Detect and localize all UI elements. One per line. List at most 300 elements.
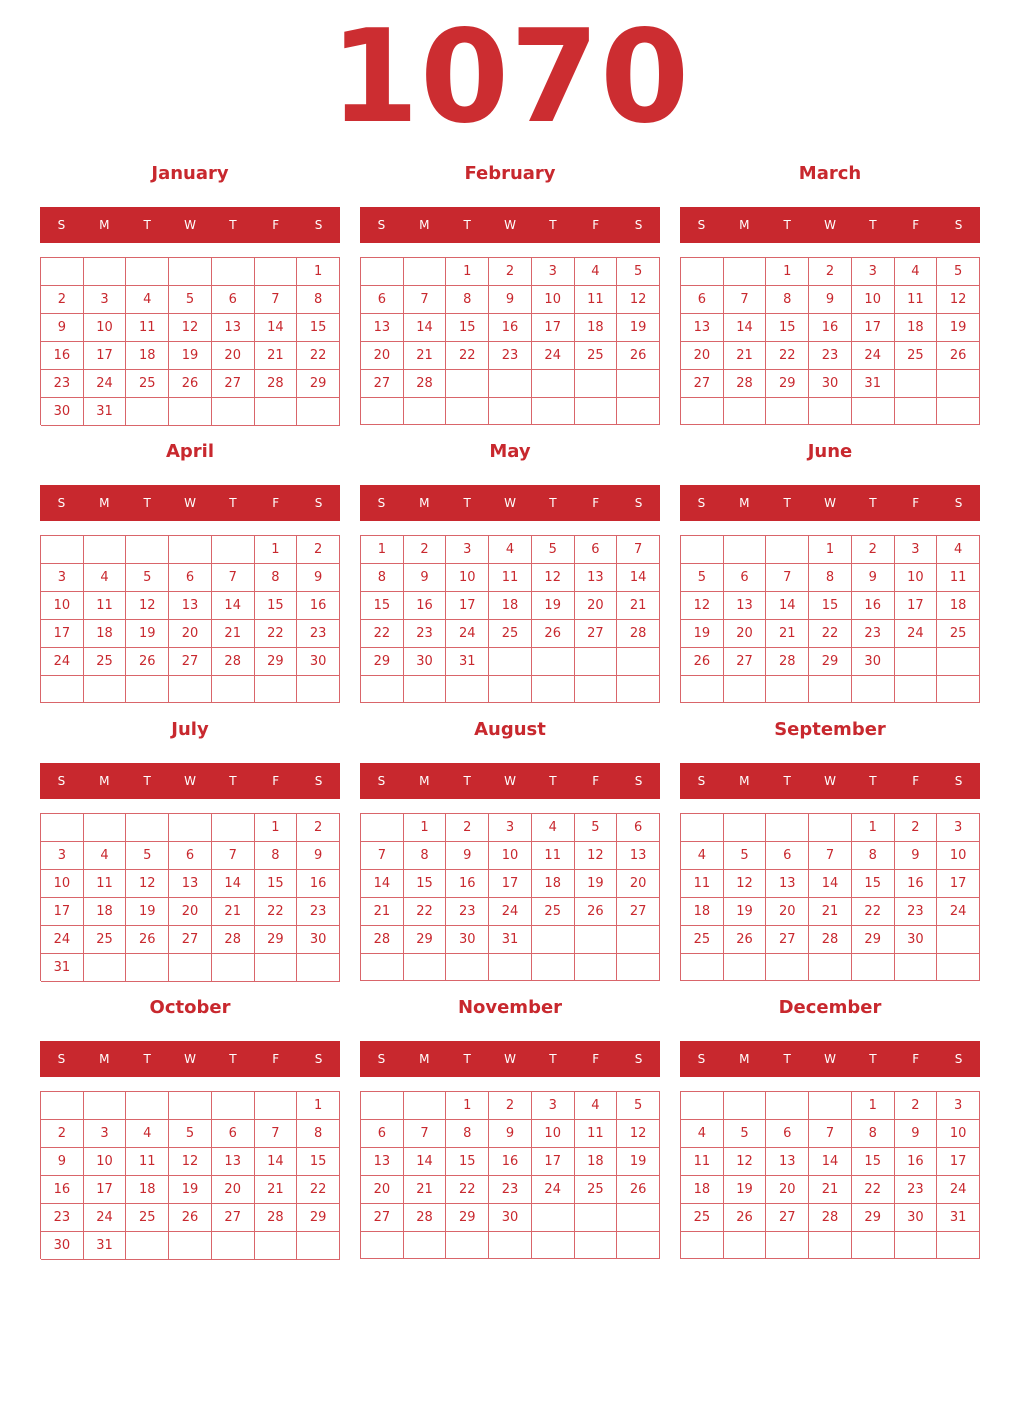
- day-cell: 16: [489, 314, 532, 342]
- day-cell: 4: [532, 814, 575, 842]
- weekday-label: F: [592, 774, 600, 788]
- empty-day-cell: [895, 370, 938, 398]
- day-cell: 20: [766, 1176, 809, 1204]
- day-cell: 26: [937, 342, 980, 370]
- weekday-label: W: [824, 496, 836, 510]
- day-cell: 26: [126, 648, 169, 676]
- day-cell: 15: [852, 870, 895, 898]
- empty-day-cell: [489, 648, 532, 676]
- day-cell: 7: [809, 842, 852, 870]
- day-cell: 3: [532, 1092, 575, 1120]
- weekday-label: T: [143, 496, 151, 510]
- day-cell: 19: [937, 314, 980, 342]
- day-cell: 10: [41, 870, 84, 898]
- day-cell: 30: [297, 926, 340, 954]
- empty-day-cell: [404, 954, 447, 981]
- day-grid: [680, 813, 980, 981]
- empty-day-cell: [84, 258, 127, 286]
- empty-day-cell: [895, 1232, 938, 1259]
- day-cell: 5: [169, 286, 212, 314]
- day-cell: 11: [937, 564, 980, 592]
- empty-day-cell: [212, 258, 255, 286]
- empty-day-cell: [212, 1232, 255, 1260]
- day-cell: 6: [212, 286, 255, 314]
- empty-day-cell: [446, 676, 489, 703]
- empty-day-cell: [489, 398, 532, 425]
- empty-day-cell: [766, 536, 809, 564]
- weekday-header: [40, 763, 340, 799]
- day-cell: 14: [809, 870, 852, 898]
- empty-day-cell: [361, 676, 404, 703]
- weekday-label: T: [463, 1052, 471, 1066]
- day-cell: 25: [126, 370, 169, 398]
- day-cell: 29: [255, 926, 298, 954]
- year-title: 1070: [329, 3, 691, 152]
- day-cell: 18: [681, 1176, 724, 1204]
- weekday-label: W: [824, 774, 836, 788]
- day-cell: 19: [575, 870, 618, 898]
- day-cell: 22: [255, 898, 298, 926]
- day-cell: 20: [361, 1176, 404, 1204]
- day-cell: 18: [681, 898, 724, 926]
- empty-day-cell: [809, 398, 852, 425]
- weekday-label: T: [549, 218, 557, 232]
- day-cell: 28: [766, 648, 809, 676]
- day-cell: 23: [41, 370, 84, 398]
- day-cell: 30: [895, 926, 938, 954]
- empty-day-cell: [361, 954, 404, 981]
- empty-day-cell: [169, 1232, 212, 1260]
- day-cell: 18: [84, 898, 127, 926]
- empty-day-cell: [169, 954, 212, 982]
- day-cell: 4: [126, 286, 169, 314]
- weekday-label: S: [954, 496, 963, 510]
- day-cell: 6: [575, 536, 618, 564]
- empty-day-cell: [126, 536, 169, 564]
- weekday-label: M: [419, 218, 430, 232]
- day-cell: 12: [617, 286, 660, 314]
- empty-day-cell: [852, 954, 895, 981]
- day-cell: 21: [212, 898, 255, 926]
- month-name: October: [149, 997, 231, 1018]
- day-cell: 1: [852, 1092, 895, 1120]
- empty-day-cell: [446, 954, 489, 981]
- empty-day-cell: [895, 676, 938, 703]
- day-cell: 24: [489, 898, 532, 926]
- day-cell: 12: [126, 870, 169, 898]
- empty-day-cell: [446, 370, 489, 398]
- day-cell: 14: [724, 314, 767, 342]
- day-cell: 29: [297, 370, 340, 398]
- day-cell: 15: [852, 1148, 895, 1176]
- day-cell: 12: [126, 592, 169, 620]
- weekday-label: W: [504, 496, 516, 510]
- weekday-label: S: [314, 218, 323, 232]
- empty-day-cell: [575, 926, 618, 954]
- day-cell: 27: [575, 620, 618, 648]
- empty-day-cell: [126, 1232, 169, 1260]
- day-cell: 18: [937, 592, 980, 620]
- empty-day-cell: [937, 370, 980, 398]
- day-cell: 20: [212, 1176, 255, 1204]
- empty-day-cell: [617, 370, 660, 398]
- day-cell: 16: [297, 592, 340, 620]
- weekday-label: S: [634, 1052, 643, 1066]
- weekday-label: W: [184, 1052, 196, 1066]
- empty-day-cell: [766, 954, 809, 981]
- day-cell: 8: [255, 564, 298, 592]
- empty-day-cell: [84, 536, 127, 564]
- day-cell: 9: [446, 842, 489, 870]
- day-cell: 22: [852, 1176, 895, 1204]
- day-cell: 23: [489, 1176, 532, 1204]
- month-name: May: [489, 441, 531, 462]
- empty-day-cell: [937, 954, 980, 981]
- day-cell: 4: [489, 536, 532, 564]
- day-cell: 26: [575, 898, 618, 926]
- day-cell: 10: [41, 592, 84, 620]
- day-cell: 1: [404, 814, 447, 842]
- empty-day-cell: [532, 370, 575, 398]
- empty-day-cell: [809, 814, 852, 842]
- day-cell: 26: [169, 1204, 212, 1232]
- day-cell: 8: [446, 1120, 489, 1148]
- day-cell: 21: [255, 342, 298, 370]
- day-cell: 18: [575, 314, 618, 342]
- day-cell: 2: [489, 258, 532, 286]
- empty-day-cell: [255, 954, 298, 982]
- day-cell: 3: [937, 814, 980, 842]
- day-cell: 5: [126, 842, 169, 870]
- empty-day-cell: [169, 1092, 212, 1120]
- day-grid: [40, 535, 340, 703]
- day-cell: 11: [575, 286, 618, 314]
- day-cell: 8: [297, 286, 340, 314]
- empty-day-cell: [617, 676, 660, 703]
- day-cell: 29: [255, 648, 298, 676]
- weekday-label: M: [419, 496, 430, 510]
- day-cell: 6: [361, 1120, 404, 1148]
- day-cell: 23: [41, 1204, 84, 1232]
- day-cell: 23: [895, 898, 938, 926]
- day-cell: 30: [297, 648, 340, 676]
- day-cell: 8: [852, 1120, 895, 1148]
- day-cell: 30: [404, 648, 447, 676]
- day-cell: 6: [361, 286, 404, 314]
- weekday-label: S: [377, 1052, 386, 1066]
- weekday-header: [360, 485, 660, 521]
- weekday-label: W: [184, 218, 196, 232]
- empty-day-cell: [361, 1232, 404, 1259]
- empty-day-cell: [724, 1232, 767, 1259]
- day-cell: 28: [809, 926, 852, 954]
- day-cell: 24: [852, 342, 895, 370]
- empty-day-cell: [724, 1092, 767, 1120]
- empty-day-cell: [681, 536, 724, 564]
- day-cell: 24: [41, 648, 84, 676]
- day-cell: 7: [212, 842, 255, 870]
- day-cell: 16: [895, 870, 938, 898]
- day-cell: 3: [895, 536, 938, 564]
- weekday-label: S: [954, 1052, 963, 1066]
- day-cell: 8: [297, 1120, 340, 1148]
- empty-day-cell: [297, 954, 340, 982]
- empty-day-cell: [617, 648, 660, 676]
- weekday-label: S: [954, 218, 963, 232]
- empty-day-cell: [212, 814, 255, 842]
- empty-day-cell: [41, 1092, 84, 1120]
- weekday-label: T: [549, 496, 557, 510]
- day-cell: 20: [169, 620, 212, 648]
- empty-day-cell: [84, 1092, 127, 1120]
- day-cell: 12: [937, 286, 980, 314]
- empty-day-cell: [361, 1092, 404, 1120]
- day-cell: 6: [766, 1120, 809, 1148]
- day-cell: 12: [169, 1148, 212, 1176]
- weekday-label: F: [912, 774, 920, 788]
- weekday-label: T: [229, 1052, 237, 1066]
- day-cell: 8: [852, 842, 895, 870]
- day-cell: 14: [404, 314, 447, 342]
- day-cell: 25: [895, 342, 938, 370]
- day-cell: 27: [617, 898, 660, 926]
- day-cell: 14: [404, 1148, 447, 1176]
- day-cell: 9: [297, 842, 340, 870]
- weekday-label: S: [314, 774, 323, 788]
- day-cell: 29: [361, 648, 404, 676]
- day-cell: 17: [84, 1176, 127, 1204]
- day-cell: 27: [724, 648, 767, 676]
- day-cell: 2: [404, 536, 447, 564]
- day-cell: 3: [852, 258, 895, 286]
- day-cell: 28: [255, 370, 298, 398]
- day-cell: 26: [681, 648, 724, 676]
- day-cell: 4: [126, 1120, 169, 1148]
- empty-day-cell: [212, 536, 255, 564]
- day-cell: 11: [681, 1148, 724, 1176]
- month-name: July: [171, 719, 209, 740]
- empty-day-cell: [41, 676, 84, 703]
- day-cell: 2: [297, 814, 340, 842]
- day-cell: 9: [489, 1120, 532, 1148]
- empty-day-cell: [532, 1232, 575, 1259]
- weekday-label: S: [697, 496, 706, 510]
- day-grid: [680, 1091, 980, 1259]
- day-cell: 26: [617, 1176, 660, 1204]
- empty-day-cell: [255, 398, 298, 426]
- weekday-label: F: [272, 1052, 280, 1066]
- day-cell: 7: [404, 1120, 447, 1148]
- day-cell: 27: [681, 370, 724, 398]
- month-name: January: [151, 163, 229, 184]
- day-cell: 17: [937, 870, 980, 898]
- weekday-label: T: [463, 774, 471, 788]
- day-cell: 18: [895, 314, 938, 342]
- weekday-header: [40, 485, 340, 521]
- empty-day-cell: [724, 536, 767, 564]
- weekday-label: W: [504, 218, 516, 232]
- empty-day-cell: [766, 1232, 809, 1259]
- day-cell: 5: [681, 564, 724, 592]
- day-cell: 10: [937, 1120, 980, 1148]
- day-cell: 23: [404, 620, 447, 648]
- day-cell: 5: [575, 814, 618, 842]
- day-cell: 17: [446, 592, 489, 620]
- day-cell: 5: [126, 564, 169, 592]
- day-cell: 29: [297, 1204, 340, 1232]
- weekday-label: S: [697, 1052, 706, 1066]
- day-cell: 5: [169, 1120, 212, 1148]
- day-cell: 27: [361, 1204, 404, 1232]
- day-cell: 28: [255, 1204, 298, 1232]
- day-cell: 5: [724, 1120, 767, 1148]
- day-cell: 13: [575, 564, 618, 592]
- empty-day-cell: [681, 814, 724, 842]
- day-cell: 7: [361, 842, 404, 870]
- weekday-label: M: [739, 774, 750, 788]
- day-cell: 30: [895, 1204, 938, 1232]
- weekday-label: W: [824, 218, 836, 232]
- day-cell: 7: [255, 1120, 298, 1148]
- day-cell: 28: [617, 620, 660, 648]
- day-cell: 13: [212, 1148, 255, 1176]
- day-cell: 17: [532, 314, 575, 342]
- day-cell: 9: [852, 564, 895, 592]
- day-cell: 1: [255, 814, 298, 842]
- day-cell: 11: [84, 870, 127, 898]
- weekday-header: [360, 207, 660, 243]
- empty-day-cell: [126, 398, 169, 426]
- weekday-label: F: [272, 774, 280, 788]
- day-grid: [360, 257, 660, 425]
- empty-day-cell: [169, 398, 212, 426]
- day-grid: [680, 535, 980, 703]
- day-cell: 2: [895, 1092, 938, 1120]
- empty-day-cell: [297, 398, 340, 426]
- weekday-label: W: [504, 1052, 516, 1066]
- day-cell: 9: [895, 842, 938, 870]
- day-cell: 18: [532, 870, 575, 898]
- weekday-label: F: [592, 496, 600, 510]
- day-cell: 3: [41, 564, 84, 592]
- weekday-label: W: [184, 774, 196, 788]
- empty-day-cell: [84, 954, 127, 982]
- day-cell: 24: [41, 926, 84, 954]
- day-grid: [360, 813, 660, 981]
- weekday-label: T: [869, 496, 877, 510]
- day-cell: 20: [681, 342, 724, 370]
- day-cell: 17: [852, 314, 895, 342]
- day-cell: 23: [809, 342, 852, 370]
- weekday-label: S: [377, 496, 386, 510]
- day-cell: 20: [724, 620, 767, 648]
- empty-day-cell: [255, 258, 298, 286]
- weekday-label: S: [57, 774, 66, 788]
- day-cell: 15: [255, 592, 298, 620]
- weekday-label: M: [739, 496, 750, 510]
- empty-day-cell: [681, 1232, 724, 1259]
- day-cell: 15: [297, 314, 340, 342]
- empty-day-cell: [724, 258, 767, 286]
- weekday-label: W: [184, 496, 196, 510]
- day-cell: 12: [617, 1120, 660, 1148]
- day-cell: 7: [766, 564, 809, 592]
- day-cell: 2: [446, 814, 489, 842]
- day-cell: 6: [212, 1120, 255, 1148]
- empty-day-cell: [681, 676, 724, 703]
- weekday-label: M: [99, 1052, 110, 1066]
- day-cell: 24: [532, 342, 575, 370]
- weekday-header: [680, 485, 980, 521]
- day-cell: 11: [895, 286, 938, 314]
- weekday-header: [360, 763, 660, 799]
- empty-day-cell: [404, 258, 447, 286]
- weekday-label: T: [143, 218, 151, 232]
- empty-day-cell: [575, 954, 618, 981]
- day-cell: 26: [724, 926, 767, 954]
- day-cell: 27: [766, 1204, 809, 1232]
- day-cell: 22: [297, 1176, 340, 1204]
- day-cell: 21: [766, 620, 809, 648]
- day-cell: 2: [895, 814, 938, 842]
- weekday-label: S: [314, 496, 323, 510]
- weekday-label: M: [739, 1052, 750, 1066]
- day-cell: 31: [937, 1204, 980, 1232]
- empty-day-cell: [489, 954, 532, 981]
- day-cell: 14: [617, 564, 660, 592]
- empty-day-cell: [852, 398, 895, 425]
- day-cell: 2: [41, 1120, 84, 1148]
- day-cell: 13: [724, 592, 767, 620]
- empty-day-cell: [255, 1092, 298, 1120]
- day-cell: 16: [809, 314, 852, 342]
- day-cell: 30: [489, 1204, 532, 1232]
- weekday-label: S: [377, 774, 386, 788]
- empty-day-cell: [169, 258, 212, 286]
- month-name: June: [807, 441, 853, 462]
- day-cell: 7: [617, 536, 660, 564]
- day-cell: 4: [895, 258, 938, 286]
- day-cell: 25: [126, 1204, 169, 1232]
- day-cell: 10: [895, 564, 938, 592]
- empty-day-cell: [212, 954, 255, 982]
- day-cell: 28: [212, 648, 255, 676]
- weekday-header: [360, 1041, 660, 1077]
- weekday-label: M: [99, 218, 110, 232]
- day-cell: 27: [169, 926, 212, 954]
- day-cell: 23: [489, 342, 532, 370]
- empty-day-cell: [126, 676, 169, 703]
- empty-day-cell: [809, 1092, 852, 1120]
- weekday-label: S: [697, 218, 706, 232]
- day-cell: 29: [809, 648, 852, 676]
- day-cell: 21: [724, 342, 767, 370]
- empty-day-cell: [937, 1232, 980, 1259]
- day-cell: 28: [809, 1204, 852, 1232]
- day-cell: 13: [169, 870, 212, 898]
- empty-day-cell: [126, 814, 169, 842]
- empty-day-cell: [681, 954, 724, 981]
- day-cell: 25: [489, 620, 532, 648]
- day-cell: 9: [489, 286, 532, 314]
- day-cell: 27: [766, 926, 809, 954]
- day-cell: 17: [532, 1148, 575, 1176]
- day-cell: 6: [617, 814, 660, 842]
- day-cell: 7: [212, 564, 255, 592]
- day-cell: 14: [809, 1148, 852, 1176]
- empty-day-cell: [937, 398, 980, 425]
- weekday-label: S: [57, 1052, 66, 1066]
